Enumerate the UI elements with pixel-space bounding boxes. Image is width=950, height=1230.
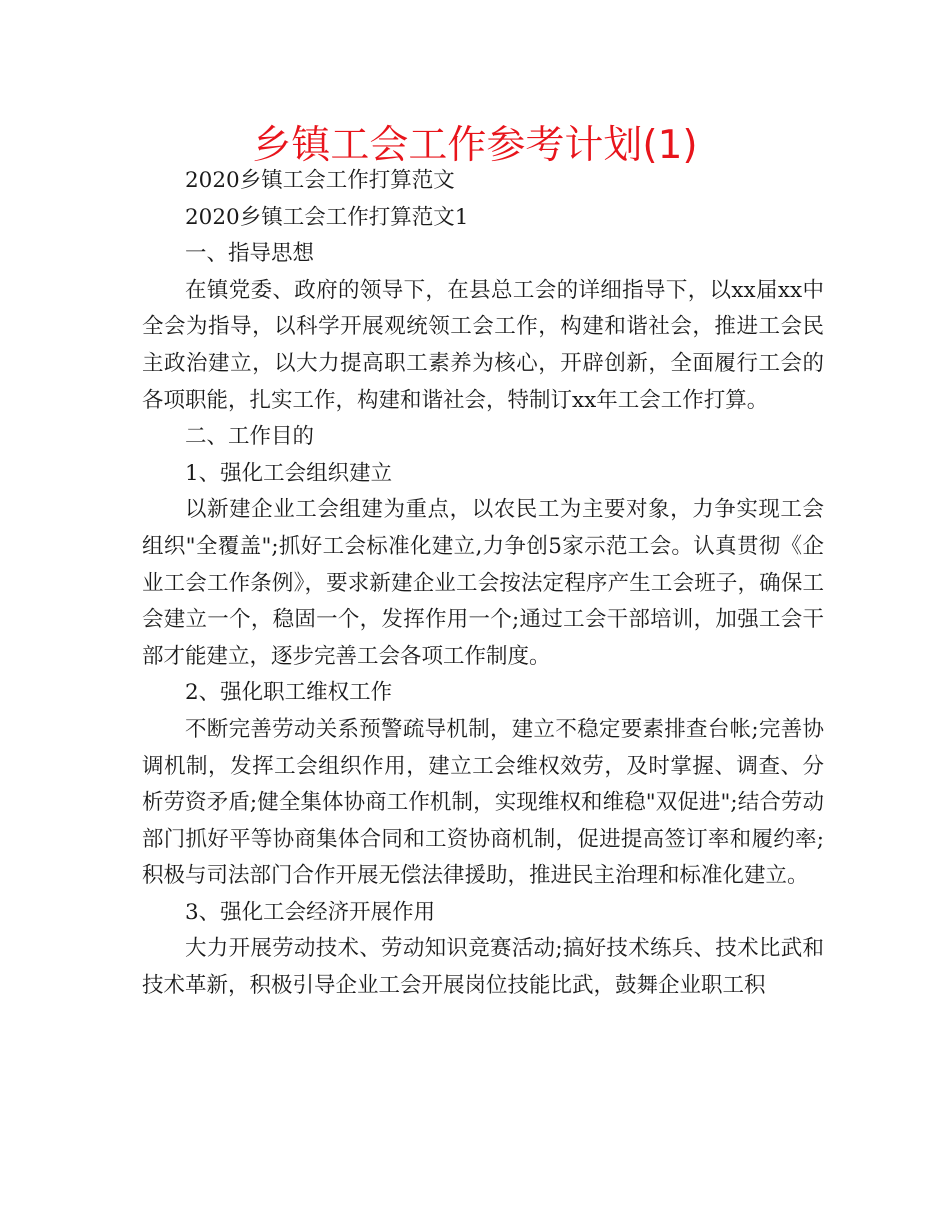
subtitle-paragraph: 2020乡镇工会工作打算范文1	[185, 204, 469, 230]
document-body	[142, 163, 824, 1005]
section-heading: 二、工作目的	[185, 424, 315, 450]
body-paragraph: 在镇党委、政府的领导下，在县总工会的详细指导下，以xx届xx中全会为指导，以科学开展观统领工会工作，构建和谐社会，推进工会民主政治建立，以大力提高职工素养为核心，开辟创新，全面履行工会的各项职能，扎实工作，构建和谐社会，特制订xx年工会工作打算。	[142, 277, 824, 413]
document-title: 乡镇工会工作参考计划(1)	[252, 123, 698, 168]
subsection-heading: 2、强化职工维权工作	[185, 680, 393, 706]
body-paragraph: 不断完善劳动关系预警疏导机制，建立不稳定要素排查台帐;完善协调机制，发挥工会组织作用，建立工会维权效劳，及时掌握、调查、分析劳资矛盾;健全集体协商工作机制，实现维权和维稳"双促进";结合劳动部门抓好平等协商集体合同和工资协商机制，促进提高签订率和履约率;积极与司法部门合作开展无偿法律援助，推进民主治理和标准化建立。	[142, 716, 824, 889]
subtitle-paragraph: 2020乡镇工会工作打算范文	[185, 168, 455, 193]
subsection-heading: 1、强化工会组织建立	[185, 460, 393, 486]
section-heading: 一、指导思想	[185, 241, 315, 267]
body-paragraph: 以新建企业工会组建为重点，以农民工为主要对象，力争实现工会组织"全覆盖";抓好工会标准化建立,力争创5家示范工会。认真贯彻《企业工会工作条例》，要求新建企业工会按法定程序产生工会班子，确保工会建立一个，稳固一个，发挥作用一个;通过工会干部培训，加强工会干部才能建立，逐步完善工会各项工作制度。	[142, 497, 824, 669]
body-paragraph: 大力开展劳动技术、劳动知识竞赛活动;搞好技术练兵、技术比武和技术革新，积极引导企业工会开展岗位技能比武，鼓舞企业职工积	[142, 936, 824, 999]
subsection-heading: 3、强化工会经济开展作用	[185, 899, 436, 925]
